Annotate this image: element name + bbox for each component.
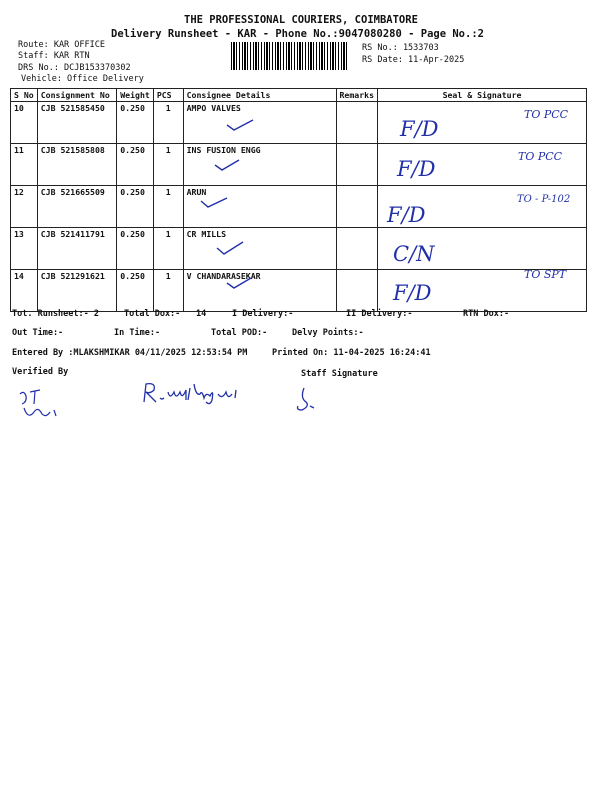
cell-consignee: CR MILLS	[183, 228, 336, 270]
staff-label: Staff: KAR RTN	[18, 51, 90, 61]
cell-weight: 0.250	[117, 228, 154, 270]
tick-mark-icon	[214, 158, 240, 172]
total-dox-label: Total Dox:-	[124, 309, 181, 319]
i-delivery-label: I Delivery:-	[232, 309, 294, 319]
delvy-points-label: Delvy Points:-	[292, 328, 364, 338]
cell-consignment: CJB 521585450	[37, 102, 117, 144]
rtn-dox-label: RTN Dox:-	[463, 309, 510, 319]
total-dox-value: 14	[196, 309, 207, 319]
table-row	[11, 228, 587, 270]
verifier-initials-signature	[16, 386, 64, 422]
barcode	[231, 42, 348, 70]
in-time-label: In Time:-	[114, 328, 161, 338]
cell-pcs: 1	[153, 144, 183, 186]
cell-remarks	[336, 102, 378, 144]
col-consignment: Consignment No	[37, 89, 117, 102]
ii-delivery-label: II Delivery:-	[346, 309, 413, 319]
seal-handwriting: C/N	[393, 242, 435, 266]
table-row	[11, 144, 587, 186]
seal-handwriting: F/D	[400, 117, 439, 141]
cell-sno: 12	[11, 186, 38, 228]
col-seal: Seal & Signature	[378, 89, 587, 102]
table-row	[11, 270, 587, 312]
rs-no-label: RS No.: 1533703	[362, 43, 439, 53]
total-pod-label: Total POD:-	[211, 328, 268, 338]
cell-sno: 13	[11, 228, 38, 270]
verified-by-label: Verified By	[12, 367, 69, 377]
entered-by: Entered By :MLAKSHMIKAR 04/11/2025 12:53:54 PM	[12, 348, 248, 358]
drs-no-label: DRS No.: DCJB153370302	[18, 63, 131, 73]
staff-signature	[290, 384, 320, 414]
company-title: THE PROFESSIONAL COURIERS, COIMBATORE	[184, 14, 418, 26]
vehicle-label: Vehicle: Office Delivery	[21, 74, 144, 84]
seal-handwriting: F/D	[393, 281, 432, 305]
tick-mark-icon	[216, 240, 244, 256]
verifier-signature	[140, 378, 240, 408]
cell-consignment: CJB 521291621	[37, 270, 117, 312]
cell-weight: 0.250	[117, 270, 154, 312]
cell-remarks	[336, 144, 378, 186]
cell-sno: 14	[11, 270, 38, 312]
table-row	[11, 186, 587, 228]
cell-pcs: 1	[153, 270, 183, 312]
cell-remarks	[336, 270, 378, 312]
cell-pcs: 1	[153, 186, 183, 228]
tick-mark-icon	[226, 276, 252, 290]
seal-handwriting: F/D	[387, 203, 426, 227]
cell-consignee: V CHANDARASEKAR	[183, 270, 336, 312]
col-remarks: Remarks	[336, 89, 378, 102]
cell-pcs: 1	[153, 102, 183, 144]
col-sno: S No	[11, 89, 38, 102]
tick-mark-icon	[200, 196, 228, 210]
cell-consignment: CJB 521411791	[37, 228, 117, 270]
staff-signature-label: Staff Signature	[301, 369, 378, 379]
runsheet-line: Delivery Runsheet - KAR - Phone No.:9047080280 - Page No.:2	[111, 28, 484, 40]
printed-on: Printed On: 11-04-2025 16:24:41	[272, 348, 431, 358]
cell-sno: 10	[11, 102, 38, 144]
out-time-label: Out Time:-	[12, 328, 64, 338]
cell-consignee: ARUN	[183, 186, 336, 228]
delivery-note-handwriting: TO PCC	[518, 150, 563, 163]
cell-weight: 0.250	[117, 102, 154, 144]
cell-weight: 0.250	[117, 144, 154, 186]
cell-consignment: CJB 521585808	[37, 144, 117, 186]
col-weight: Weight	[117, 89, 154, 102]
cell-consignment: CJB 521665509	[37, 186, 117, 228]
cell-weight: 0.250	[117, 186, 154, 228]
delivery-note-handwriting: TO PCC	[524, 108, 569, 121]
cell-consignee: INS FUSION ENGG	[183, 144, 336, 186]
rs-date-label: RS Date: 11-Apr-2025	[362, 55, 465, 65]
route-label: Route: KAR OFFICE	[18, 40, 105, 50]
cell-remarks	[336, 186, 378, 228]
table-row	[11, 102, 587, 144]
col-pcs: PCS	[153, 89, 183, 102]
col-consignee: Consignee Details	[183, 89, 336, 102]
cell-pcs: 1	[153, 228, 183, 270]
cell-consignee: AMPO VALVES	[183, 102, 336, 144]
tick-mark-icon	[226, 118, 254, 132]
seal-handwriting: F/D	[397, 157, 436, 181]
delivery-note-handwriting: TO SPT	[524, 268, 567, 281]
table-header-row	[11, 89, 587, 102]
cell-sno: 11	[11, 144, 38, 186]
delivery-note-handwriting: TO - P-102	[517, 194, 571, 205]
tot-runsheet: Tot. Runsheet:- 2	[12, 309, 99, 319]
cell-remarks	[336, 228, 378, 270]
runsheet-table	[10, 88, 587, 312]
